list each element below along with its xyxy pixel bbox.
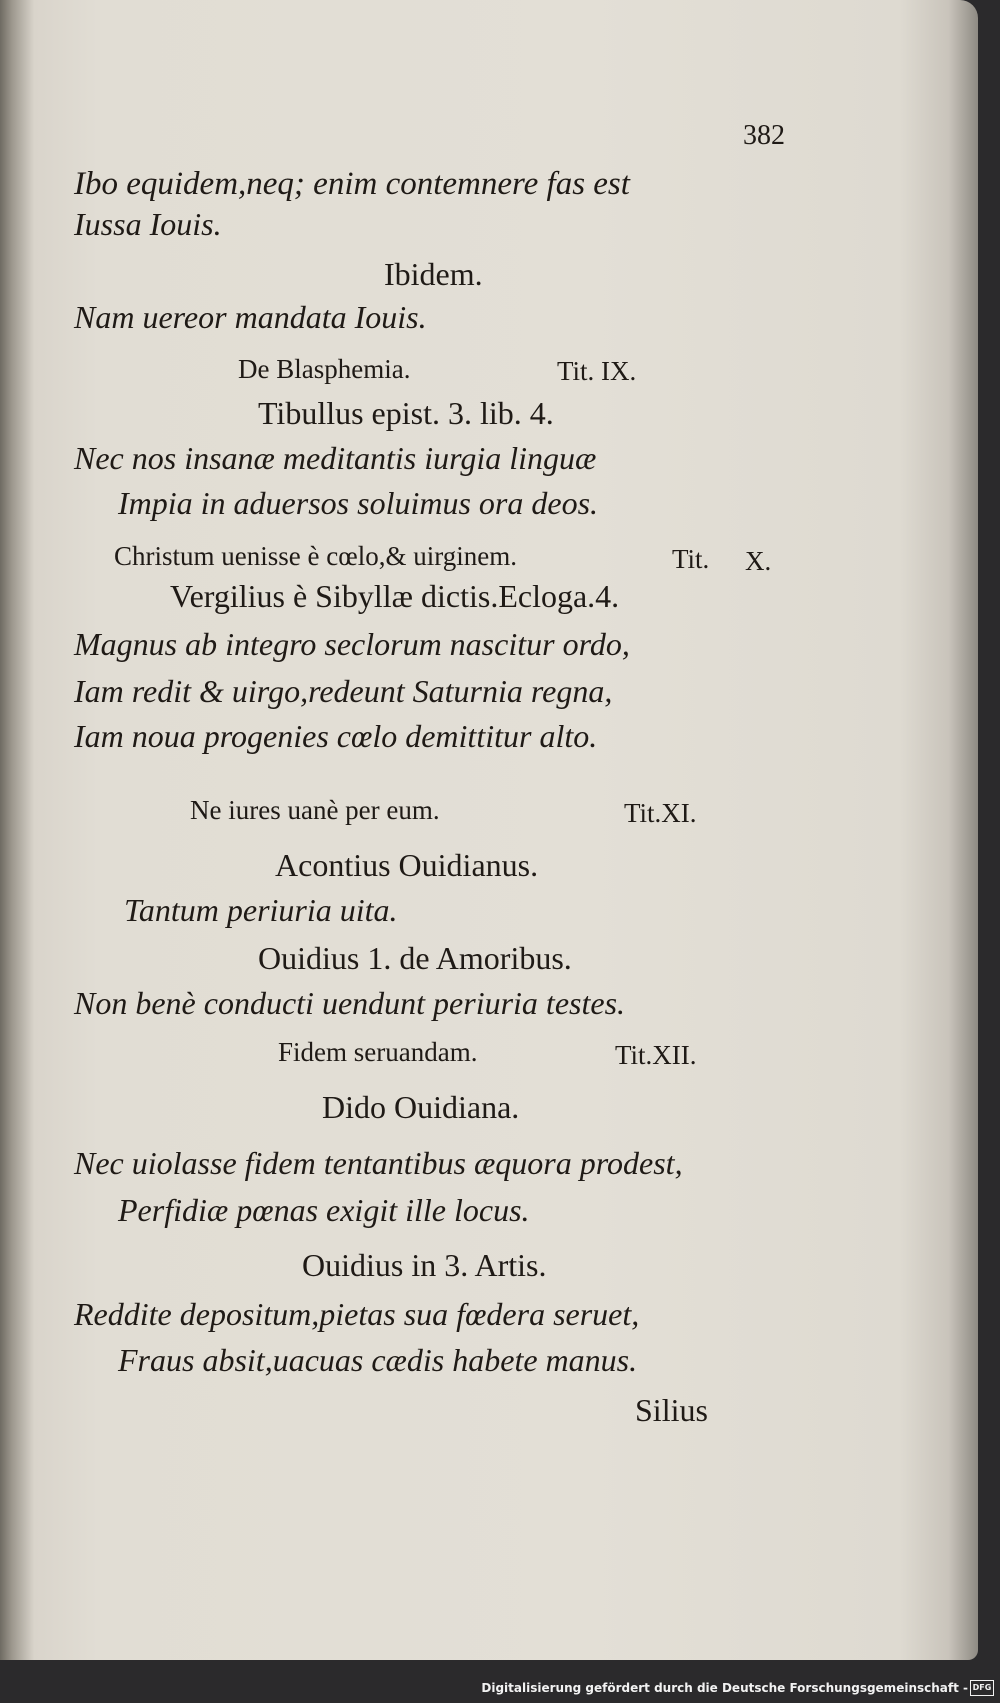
verse-line: Reddite depositum,pietas sua fœdera seruet, — [74, 1296, 640, 1332]
section-heading: Fidem seruandam. — [278, 1037, 478, 1067]
section-heading: Christum uenisse è cœlo,& uirginem. — [114, 541, 517, 571]
verse-line: Ibo equidem,neq; enim contemnere fas est — [74, 166, 630, 202]
footer-credit: Digitalisierung gefördert durch die Deutsche Forschungsgemeinschaft - — [481, 1681, 968, 1695]
title-number: Tit.XI. — [624, 798, 697, 828]
verse-line: Iam redit & uirgo,redeunt Saturnia regna, — [74, 673, 613, 709]
verse-line: Magnus ab integro seclorum nascitur ordo, — [74, 626, 630, 662]
section-heading: De Blasphemia. — [238, 354, 411, 384]
source-heading: Dido Ouidiana. — [322, 1089, 520, 1125]
source-heading: Acontius Ouidianus. — [275, 847, 539, 883]
source-heading: Vergilius è Sibyllæ dictis.Ecloga.4. — [170, 578, 620, 614]
verse-line: Nec uiolasse fidem tentantibus æquora prodest, — [74, 1145, 683, 1181]
verse-line: Nec nos insanæ meditantis iurgia linguæ — [74, 440, 597, 476]
verse-line: Tantum periuria uita. — [124, 892, 398, 928]
source-heading: Ibidem. — [384, 256, 483, 292]
folio-number: 382 — [743, 120, 785, 151]
title-number: Tit. — [672, 544, 710, 574]
verse-line: Iussa Iouis. — [74, 206, 222, 242]
source-heading: Tibullus epist. 3. lib. 4. — [258, 395, 554, 431]
dfg-logo-icon: DFG — [970, 1680, 994, 1696]
title-number: X. — [745, 546, 772, 576]
verse-line: Impia in aduersos soluimus ora deos. — [118, 485, 599, 521]
catchword: Silius — [635, 1392, 708, 1428]
verse-line: Non benè conducti uendunt periuria testes. — [74, 985, 626, 1021]
verse-line: Perfidiæ pœnas exigit ille locus. — [118, 1192, 530, 1228]
verse-line: Nam uereor mandata Iouis. — [74, 299, 427, 335]
section-heading: Ne iures uanè per eum. — [190, 795, 440, 825]
verse-line: Iam noua progenies cœlo demittitur alto. — [74, 718, 598, 754]
title-number: Tit.XII. — [615, 1040, 697, 1070]
source-heading: Ouidius 1. de Amoribus. — [258, 940, 572, 976]
verse-line: Fraus absit,uacuas cædis habete manus. — [118, 1342, 638, 1378]
source-heading: Ouidius in 3. Artis. — [302, 1247, 547, 1283]
title-number: Tit. IX. — [557, 356, 637, 386]
